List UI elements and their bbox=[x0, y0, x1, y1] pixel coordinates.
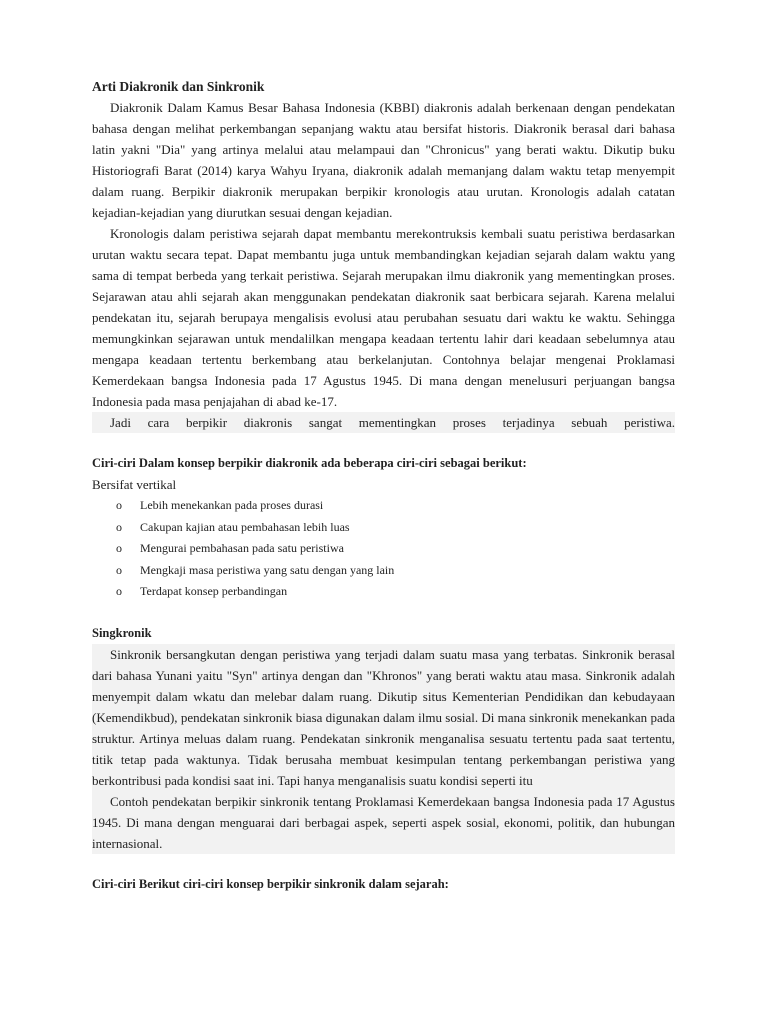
bullet-circle-icon: o bbox=[116, 498, 122, 512]
section-title-ciri-sinkronik: Ciri-ciri Berikut ciri-ciri konsep berpikir sinkronik dalam sejarah: bbox=[92, 876, 449, 891]
list-item bbox=[92, 581, 675, 603]
section-title-arti: Arti Diakronik dan Sinkronik bbox=[92, 79, 265, 94]
list-item-text: Lebih menekankan pada proses durasi bbox=[140, 498, 324, 512]
list-item-text: Mengkaji masa peristiwa yang satu dengan yang lain bbox=[140, 562, 395, 577]
list-item-text: Mengurai pembahasan pada satu peristiwa bbox=[140, 541, 344, 555]
paragraph-kronologis: Kronologis dalam peristiwa sejarah dapat membantu merekontruksis kembali suatu peristiwa berdasarkan urutan waktu secara tepat. Dapat membantu juga untuk membandingkan kejadian sejarah dalam waktu yang sama di tempat berbeda yang terkait peristiwa. Sejarah merupakan ilmu diakronik yang mementingkan proses. Sejarawan atau ahli sejarah akan menggunakan pendekatan diakronik saat berbicara sejarah. Karena melalui pendekatan itu, sejarah berupaya mengalisis evolusi atau perubahan sesuatu dari waktu ke waktu. Sehingga memungkinkan sejarawan untuk mendalilkan mengapa keadaan tertentu lahir dari keadaan sebelumnya atau mengapa keadaan tertentu berkembang atau berkelanjutan. Contohnya belajar mengenai Proklamasi Kemerdekaan bangsa Indonesia pada 17 Agustus 1945. Di mana dengan menelusuri perjuangan bangsa Indonesia pada masa penjajahan di abad ke-17. bbox=[92, 226, 675, 409]
ciri-diakronik-list bbox=[92, 495, 675, 603]
bullet-circle-icon: o bbox=[116, 541, 122, 555]
list-item bbox=[92, 560, 675, 582]
section-title-singkronik: Singkronik bbox=[92, 625, 152, 640]
list-item bbox=[92, 538, 675, 560]
list-item bbox=[92, 517, 675, 539]
paragraph-diakronik-definition: Diakronik Dalam Kamus Besar Bahasa Indonesia (KBBI) diakronis adalah berkenaan dengan pendekatan bahasa dengan melihat perkembangan sepanjang waktu atau bersifat historis. Diakronik berasal dari bahasa latin yakni "Dia" yang artinya melalui atau melampaui dan "Chronicus" yang berati waktu. Dikutip buku Historiografi Barat (2014) karya Wahyu Iryana, diakronik adalah memanjang dalam waktu tetap menyempit dalam ruang. Berpikir diakronik merupakan berpikir kronologis atau urutan. Kronologis adalah catatan kejadian-kejadian yang diurutkan sesuai dengan kejadian. bbox=[92, 100, 675, 220]
bullet-circle-icon: o bbox=[116, 584, 122, 598]
bullet-circle-icon: o bbox=[116, 519, 122, 534]
paragraph-sinkronik-example: Contoh pendekatan berpikir sinkronik tentang Proklamasi Kemerdekaan bangsa Indonesia pada 17 Agustus 1945. Di mana dengan menguarai dari berbagai aspek, seperti aspek sosial, ekonomi, politik, dan hubungan internasional. bbox=[92, 791, 675, 854]
list-item-text: Terdapat konsep perbandingan bbox=[140, 584, 288, 598]
document-page bbox=[92, 76, 675, 895]
list-item-text: Cakupan kajian atau pembahasan lebih luas bbox=[140, 519, 350, 534]
subtitle-bersifat-vertikal: Bersifat vertikal bbox=[92, 477, 177, 492]
paragraph-sinkronik-definition: Sinkronik bersangkutan dengan peristiwa yang terjadi dalam suatu masa yang terbatas. Sinkronik berasal dari bahasa Yunani yaitu "Syn" artinya dengan dan "Khronos" yang berati waktu atau masa. Sinkronik adalah menyempit dalam wkatu dan melebar dalam ruang. Dikutip situs Kementerian Pendidikan dan kebudayaan (Kemendikbud), pendekatan sinkronik biasa digunakan dalam ilmu sosial. Di mana sinkronik menekankan pada struktur. Artinya meluas dalam ruang. Pendekatan sinkronik menganalisa sesuatu tertentu pada saat tertentu, titik tetap pada waktunya. Tidak berusaha membuat kesimpulan tentang perkembangan peristiwa yang berkontribusi pada kondisi saat ini. Tapi hanya menganalisis suatu kondisi seperti itu bbox=[92, 644, 675, 791]
section-title-ciri-diakronik: Ciri-ciri Dalam konsep berpikir diakronik ada beberapa ciri-ciri sebagai berikut: bbox=[92, 456, 527, 470]
list-item bbox=[92, 495, 675, 517]
bullet-circle-icon: o bbox=[116, 562, 122, 577]
paragraph-jadi-closing: Jadi cara berpikir diakronis sangat mementingkan proses terjadinya sebuah peristiwa. bbox=[92, 412, 675, 433]
